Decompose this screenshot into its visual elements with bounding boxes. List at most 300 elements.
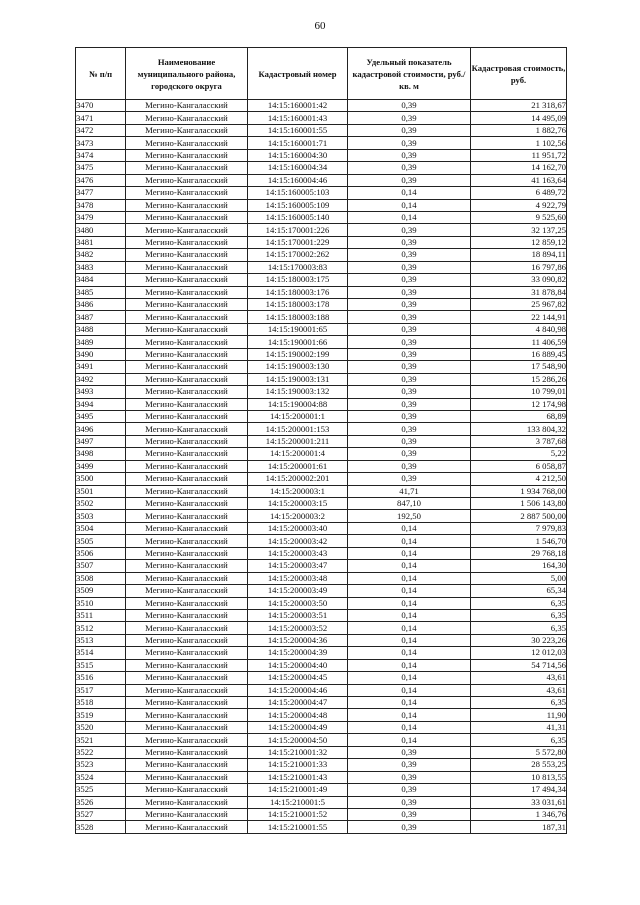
cadastral-number: 14:15:200002:201: [248, 473, 348, 485]
cadastral-cost: 10 799,01: [471, 386, 567, 398]
specific-value: 0,39: [348, 261, 471, 273]
table-row: [76, 311, 567, 323]
cadastral-cost: 43,61: [471, 684, 567, 696]
cadastral-number: 14:15:180003:175: [248, 274, 348, 286]
cadastral-number: 14:15:200003:49: [248, 585, 348, 597]
cadastral-cost: 41 163,64: [471, 174, 567, 186]
specific-value: 0,14: [348, 684, 471, 696]
table-row: [76, 162, 567, 174]
header-region: Наименование муниципального района, городского округа: [126, 48, 248, 100]
specific-value: 0,39: [348, 124, 471, 136]
specific-value: 0,39: [348, 299, 471, 311]
cadastral-cost: 15 286,26: [471, 373, 567, 385]
cadastral-cost: 31 878,84: [471, 286, 567, 298]
table-row: [76, 473, 567, 485]
row-number: 3512: [76, 622, 126, 634]
region-name: Мегино-Кангаласский: [126, 622, 248, 634]
table-row: [76, 622, 567, 634]
table-row: [76, 684, 567, 696]
table-row: [76, 299, 567, 311]
cadastral-number: 14:15:200004:36: [248, 634, 348, 646]
table-row: [76, 585, 567, 597]
cadastral-number: 14:15:200001:1: [248, 410, 348, 422]
table-row: [76, 348, 567, 360]
table-row: [76, 634, 567, 646]
specific-value: 0,39: [348, 410, 471, 422]
cadastral-cost: 1 546,70: [471, 535, 567, 547]
row-number: 3519: [76, 709, 126, 721]
cadastral-number: 14:15:200004:40: [248, 659, 348, 671]
row-number: 3526: [76, 796, 126, 808]
header-number: № п/п: [76, 48, 126, 100]
cadastral-value-table: [75, 47, 567, 834]
region-name: Мегино-Кангаласский: [126, 473, 248, 485]
row-number: 3521: [76, 734, 126, 746]
cadastral-cost: 12 859,12: [471, 236, 567, 248]
specific-value: 0,14: [348, 522, 471, 534]
cadastral-cost: 1 934 768,00: [471, 485, 567, 497]
specific-value: 0,39: [348, 808, 471, 820]
cadastral-number: 14:15:210001:43: [248, 771, 348, 783]
cadastral-cost: 12 012,03: [471, 647, 567, 659]
specific-value: 0,39: [348, 336, 471, 348]
cadastral-number: 14:15:190001:66: [248, 336, 348, 348]
specific-value: 0,39: [348, 137, 471, 149]
specific-value: 0,39: [348, 162, 471, 174]
row-number: 3513: [76, 634, 126, 646]
cadastral-number: 14:15:190003:131: [248, 373, 348, 385]
region-name: Мегино-Кангаласский: [126, 784, 248, 796]
cadastral-number: 14:15:210001:32: [248, 746, 348, 758]
cadastral-number: 14:15:210001:33: [248, 759, 348, 771]
row-number: 3511: [76, 609, 126, 621]
specific-value: 0,39: [348, 473, 471, 485]
row-number: 3493: [76, 386, 126, 398]
cadastral-number: 14:15:160005:140: [248, 211, 348, 223]
row-number: 3477: [76, 187, 126, 199]
region-name: Мегино-Кангаласский: [126, 423, 248, 435]
header-specific-value: Удельный показатель кадастровой стоимости, руб./кв. м: [348, 48, 471, 100]
row-number: 3492: [76, 373, 126, 385]
region-name: Мегино-Кангаласский: [126, 112, 248, 124]
table-row: [76, 112, 567, 124]
specific-value: 0,39: [348, 398, 471, 410]
region-name: Мегино-Кангаласский: [126, 162, 248, 174]
cadastral-cost: 14 495,09: [471, 112, 567, 124]
cadastral-cost: 4 212,50: [471, 473, 567, 485]
table-row: [76, 572, 567, 584]
table-row: [76, 672, 567, 684]
cadastral-number: 14:15:200003:43: [248, 547, 348, 559]
cadastral-number: 14:15:200004:46: [248, 684, 348, 696]
cadastral-number: 14:15:160001:42: [248, 100, 348, 112]
table-row: [76, 435, 567, 447]
table-row: [76, 659, 567, 671]
specific-value: 0,14: [348, 709, 471, 721]
region-name: Мегино-Кангаласский: [126, 597, 248, 609]
table-row: [76, 137, 567, 149]
cadastral-cost: 187,31: [471, 821, 567, 833]
cadastral-number: 14:15:200003:52: [248, 622, 348, 634]
row-number: 3486: [76, 299, 126, 311]
table-row: [76, 597, 567, 609]
region-name: Мегино-Кангаласский: [126, 796, 248, 808]
specific-value: 0,39: [348, 236, 471, 248]
region-name: Мегино-Кангаласский: [126, 236, 248, 248]
table-row: [76, 721, 567, 733]
table-row: [76, 386, 567, 398]
specific-value: 0,39: [348, 274, 471, 286]
row-number: 3498: [76, 448, 126, 460]
region-name: Мегино-Кангаласский: [126, 697, 248, 709]
row-number: 3495: [76, 410, 126, 422]
region-name: Мегино-Кангаласский: [126, 311, 248, 323]
specific-value: 41,71: [348, 485, 471, 497]
cadastral-number: 14:15:190001:65: [248, 323, 348, 335]
row-number: 3489: [76, 336, 126, 348]
region-name: Мегино-Кангаласский: [126, 398, 248, 410]
table-row: [76, 759, 567, 771]
cadastral-cost: 2 887 500,00: [471, 510, 567, 522]
row-number: 3527: [76, 808, 126, 820]
specific-value: 0,14: [348, 597, 471, 609]
cadastral-cost: 32 137,25: [471, 224, 567, 236]
specific-value: 0,14: [348, 734, 471, 746]
cadastral-number: 14:15:200004:49: [248, 721, 348, 733]
region-name: Мегино-Кангаласский: [126, 684, 248, 696]
region-name: Мегино-Кангаласский: [126, 572, 248, 584]
table-header-row: [76, 48, 567, 100]
cadastral-cost: 18 894,11: [471, 249, 567, 261]
cadastral-number: 14:15:200003:15: [248, 498, 348, 510]
cadastral-cost: 133 804,32: [471, 423, 567, 435]
region-name: Мегино-Кангаласский: [126, 323, 248, 335]
specific-value: 0,14: [348, 672, 471, 684]
specific-value: 0,14: [348, 647, 471, 659]
region-name: Мегино-Кангаласский: [126, 510, 248, 522]
table-row: [76, 821, 567, 833]
table-row: [76, 498, 567, 510]
table-row: [76, 100, 567, 112]
cadastral-number: 14:15:170001:229: [248, 236, 348, 248]
region-name: Мегино-Кангаласский: [126, 211, 248, 223]
region-name: Мегино-Кангаласский: [126, 124, 248, 136]
cadastral-cost: 17 548,90: [471, 361, 567, 373]
row-number: 3520: [76, 721, 126, 733]
table-row: [76, 236, 567, 248]
cadastral-cost: 6,35: [471, 697, 567, 709]
cadastral-number: 14:15:170001:226: [248, 224, 348, 236]
cadastral-cost: 33 090,82: [471, 274, 567, 286]
table-row: [76, 547, 567, 559]
specific-value: 0,39: [348, 224, 471, 236]
row-number: 3517: [76, 684, 126, 696]
table-row: [76, 697, 567, 709]
cadastral-cost: 11 951,72: [471, 149, 567, 161]
region-name: Мегино-Кангаласский: [126, 460, 248, 472]
table-row: [76, 124, 567, 136]
cadastral-number: 14:15:180003:178: [248, 299, 348, 311]
row-number: 3473: [76, 137, 126, 149]
cadastral-number: 14:15:200003:2: [248, 510, 348, 522]
specific-value: 0,39: [348, 386, 471, 398]
row-number: 3485: [76, 286, 126, 298]
cadastral-cost: 16 889,45: [471, 348, 567, 360]
row-number: 3525: [76, 784, 126, 796]
specific-value: 0,14: [348, 659, 471, 671]
cadastral-number: 14:15:210001:5: [248, 796, 348, 808]
row-number: 3499: [76, 460, 126, 472]
region-name: Мегино-Кангаласский: [126, 187, 248, 199]
row-number: 3475: [76, 162, 126, 174]
specific-value: 0,14: [348, 535, 471, 547]
cadastral-number: 14:15:160001:55: [248, 124, 348, 136]
cadastral-cost: 6 058,87: [471, 460, 567, 472]
cadastral-cost: 1 346,76: [471, 808, 567, 820]
row-number: 3480: [76, 224, 126, 236]
region-name: Мегино-Кангаласский: [126, 149, 248, 161]
cadastral-number: 14:15:180003:176: [248, 286, 348, 298]
region-name: Мегино-Кангаласский: [126, 274, 248, 286]
row-number: 3508: [76, 572, 126, 584]
row-number: 3502: [76, 498, 126, 510]
cadastral-number: 14:15:160004:46: [248, 174, 348, 186]
region-name: Мегино-Кангаласский: [126, 721, 248, 733]
cadastral-cost: 68,89: [471, 410, 567, 422]
specific-value: 0,14: [348, 634, 471, 646]
specific-value: 0,39: [348, 821, 471, 833]
region-name: Мегино-Кангаласский: [126, 535, 248, 547]
table-row: [76, 336, 567, 348]
table-row: [76, 647, 567, 659]
cadastral-cost: 7 979,83: [471, 522, 567, 534]
cadastral-number: 14:15:210001:49: [248, 784, 348, 796]
specific-value: 0,14: [348, 609, 471, 621]
region-name: Мегино-Кангаласский: [126, 771, 248, 783]
cadastral-cost: 16 797,86: [471, 261, 567, 273]
table-row: [76, 261, 567, 273]
table-row: [76, 460, 567, 472]
region-name: Мегино-Кангаласский: [126, 609, 248, 621]
cadastral-number: 14:15:200003:1: [248, 485, 348, 497]
cadastral-cost: 9 525,60: [471, 211, 567, 223]
region-name: Мегино-Кангаласский: [126, 448, 248, 460]
specific-value: 0,39: [348, 323, 471, 335]
specific-value: 0,39: [348, 460, 471, 472]
cadastral-number: 14:15:200004:48: [248, 709, 348, 721]
specific-value: 0,39: [348, 373, 471, 385]
cadastral-number: 14:15:160005:109: [248, 199, 348, 211]
table-row: [76, 249, 567, 261]
specific-value: 0,39: [348, 784, 471, 796]
cadastral-number: 14:15:180003:188: [248, 311, 348, 323]
header-cadastral-cost: Кадастровая стоимость, руб.: [471, 48, 567, 100]
cadastral-number: 14:15:200003:48: [248, 572, 348, 584]
specific-value: 0,39: [348, 149, 471, 161]
cadastral-number: 14:15:200003:50: [248, 597, 348, 609]
row-number: 3470: [76, 100, 126, 112]
region-name: Мегино-Кангаласский: [126, 547, 248, 559]
row-number: 3524: [76, 771, 126, 783]
row-number: 3487: [76, 311, 126, 323]
cadastral-cost: 17 494,34: [471, 784, 567, 796]
cadastral-number: 14:15:200003:47: [248, 560, 348, 572]
row-number: 3472: [76, 124, 126, 136]
row-number: 3516: [76, 672, 126, 684]
row-number: 3501: [76, 485, 126, 497]
row-number: 3500: [76, 473, 126, 485]
region-name: Мегино-Кангаласский: [126, 261, 248, 273]
cadastral-number: 14:15:170003:83: [248, 261, 348, 273]
table-row: [76, 286, 567, 298]
region-name: Мегино-Кангаласский: [126, 410, 248, 422]
cadastral-number: 14:15:160004:30: [248, 149, 348, 161]
row-number: 3504: [76, 522, 126, 534]
cadastral-number: 14:15:210001:52: [248, 808, 348, 820]
table-row: [76, 448, 567, 460]
table-row: [76, 734, 567, 746]
region-name: Мегино-Кангаласский: [126, 659, 248, 671]
table-row: [76, 771, 567, 783]
specific-value: 0,39: [348, 759, 471, 771]
cadastral-cost: 54 714,56: [471, 659, 567, 671]
specific-value: 0,14: [348, 560, 471, 572]
row-number: 3503: [76, 510, 126, 522]
cadastral-cost: 25 967,82: [471, 299, 567, 311]
table-row: [76, 274, 567, 286]
header-cadastral-number: Кадастровый номер: [248, 48, 348, 100]
specific-value: 0,14: [348, 211, 471, 223]
cadastral-number: 14:15:160001:71: [248, 137, 348, 149]
region-name: Мегино-Кангаласский: [126, 386, 248, 398]
page-number: 60: [314, 20, 326, 32]
cadastral-cost: 33 031,61: [471, 796, 567, 808]
specific-value: 0,39: [348, 286, 471, 298]
cadastral-cost: 41,31: [471, 721, 567, 733]
cadastral-number: 14:15:200004:39: [248, 647, 348, 659]
specific-value: 0,14: [348, 572, 471, 584]
cadastral-number: 14:15:200001:211: [248, 435, 348, 447]
cadastral-cost: 14 162,70: [471, 162, 567, 174]
cadastral-cost: 4 922,79: [471, 199, 567, 211]
cadastral-cost: 6 489,72: [471, 187, 567, 199]
specific-value: 0,14: [348, 622, 471, 634]
table-row: [76, 808, 567, 820]
specific-value: 0,39: [348, 448, 471, 460]
cadastral-number: 14:15:160005:103: [248, 187, 348, 199]
table-row: [76, 361, 567, 373]
cadastral-number: 14:15:160004:34: [248, 162, 348, 174]
table-row: [76, 510, 567, 522]
row-number: 3528: [76, 821, 126, 833]
specific-value: 0,39: [348, 249, 471, 261]
region-name: Мегино-Кангаласский: [126, 224, 248, 236]
specific-value: 0,39: [348, 423, 471, 435]
table-row: [76, 211, 567, 223]
region-name: Мегино-Кангаласский: [126, 435, 248, 447]
cadastral-cost: 10 813,55: [471, 771, 567, 783]
cadastral-cost: 22 144,91: [471, 311, 567, 323]
cadastral-cost: 28 553,25: [471, 759, 567, 771]
cadastral-cost: 65,34: [471, 585, 567, 597]
row-number: 3518: [76, 697, 126, 709]
cadastral-number: 14:15:170002:262: [248, 249, 348, 261]
region-name: Мегино-Кангаласский: [126, 734, 248, 746]
cadastral-cost: 1 506 143,80: [471, 498, 567, 510]
cadastral-number: 14:15:200003:42: [248, 535, 348, 547]
region-name: Мегино-Кангаласский: [126, 199, 248, 211]
cadastral-number: 14:15:190003:130: [248, 361, 348, 373]
region-name: Мегино-Кангаласский: [126, 759, 248, 771]
specific-value: 0,14: [348, 721, 471, 733]
cadastral-number: 14:15:200001:61: [248, 460, 348, 472]
row-number: 3514: [76, 647, 126, 659]
region-name: Мегино-Кангаласский: [126, 821, 248, 833]
table-row: [76, 796, 567, 808]
table-row: [76, 323, 567, 335]
specific-value: 0,39: [348, 746, 471, 758]
region-name: Мегино-Кангаласский: [126, 485, 248, 497]
cadastral-number: 14:15:200001:4: [248, 448, 348, 460]
region-name: Мегино-Кангаласский: [126, 746, 248, 758]
row-number: 3494: [76, 398, 126, 410]
region-name: Мегино-Кангаласский: [126, 672, 248, 684]
specific-value: 0,39: [348, 100, 471, 112]
specific-value: 0,14: [348, 547, 471, 559]
cadastral-number: 14:15:190003:132: [248, 386, 348, 398]
table-row: [76, 485, 567, 497]
cadastral-cost: 6,35: [471, 622, 567, 634]
table-row: [76, 709, 567, 721]
specific-value: 192,50: [348, 510, 471, 522]
region-name: Мегино-Кангаласский: [126, 137, 248, 149]
region-name: Мегино-Кангаласский: [126, 560, 248, 572]
cadastral-cost: 6,35: [471, 609, 567, 621]
row-number: 3481: [76, 236, 126, 248]
region-name: Мегино-Кангаласский: [126, 373, 248, 385]
specific-value: 0,39: [348, 361, 471, 373]
region-name: Мегино-Кангаласский: [126, 348, 248, 360]
table-row: [76, 522, 567, 534]
region-name: Мегино-Кангаласский: [126, 647, 248, 659]
row-number: 3478: [76, 199, 126, 211]
cadastral-cost: 6,35: [471, 597, 567, 609]
row-number: 3476: [76, 174, 126, 186]
cadastral-cost: 43,61: [471, 672, 567, 684]
table-row: [76, 199, 567, 211]
cadastral-cost: 4 840,98: [471, 323, 567, 335]
cadastral-number: 14:15:200003:51: [248, 609, 348, 621]
table-row: [76, 423, 567, 435]
cadastral-cost: 30 223,26: [471, 634, 567, 646]
specific-value: 0,14: [348, 697, 471, 709]
row-number: 3474: [76, 149, 126, 161]
cadastral-number: 14:15:190004:88: [248, 398, 348, 410]
region-name: Мегино-Кангаласский: [126, 249, 248, 261]
region-name: Мегино-Кангаласский: [126, 336, 248, 348]
cadastral-number: 14:15:200004:45: [248, 672, 348, 684]
table-row: [76, 560, 567, 572]
cadastral-cost: 3 787,68: [471, 435, 567, 447]
table-row: [76, 224, 567, 236]
table-row: [76, 187, 567, 199]
cadastral-cost: 5,00: [471, 572, 567, 584]
cadastral-cost: 5 572,80: [471, 746, 567, 758]
table-row: [76, 746, 567, 758]
row-number: 3488: [76, 323, 126, 335]
row-number: 3471: [76, 112, 126, 124]
row-number: 3479: [76, 211, 126, 223]
